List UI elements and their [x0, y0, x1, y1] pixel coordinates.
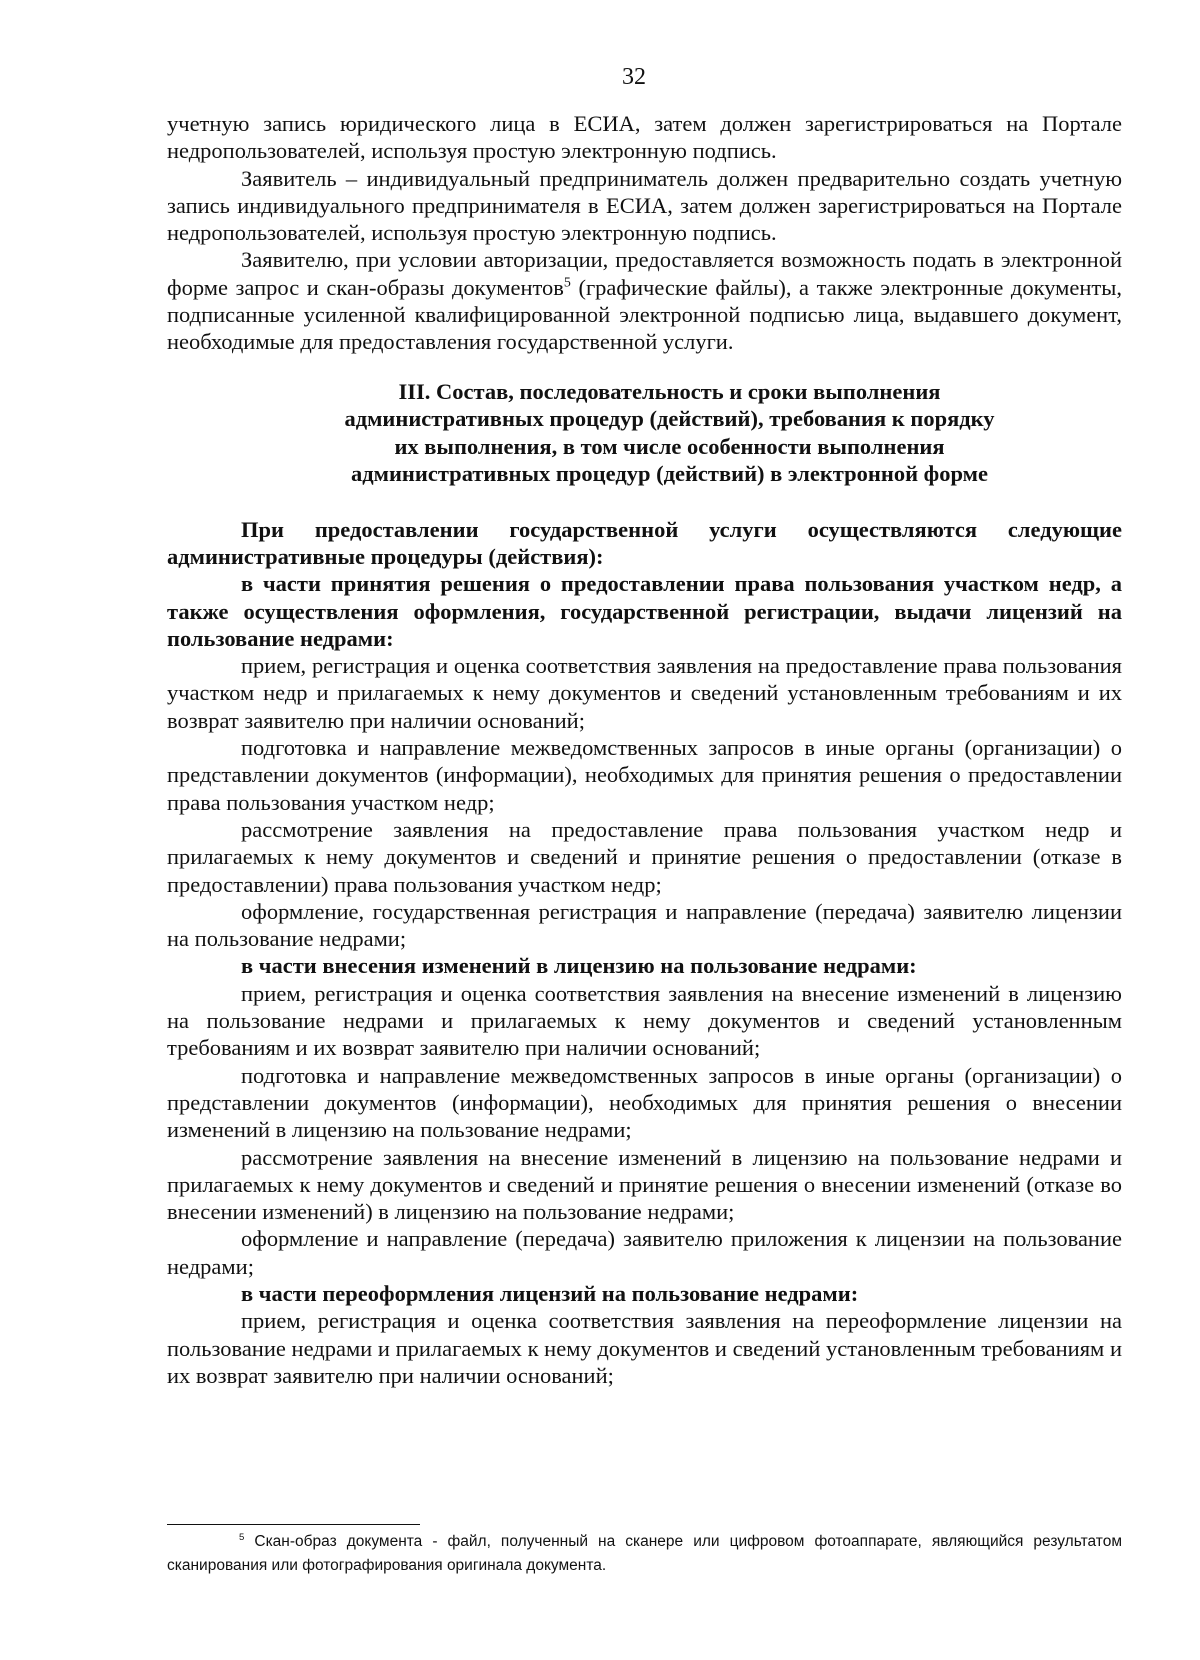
subsection-heading: в части внесения изменений в лицензию на пользование недрами: [241, 953, 917, 979]
footnote [167, 1530, 1122, 1578]
section-heading [167, 378, 1122, 488]
paragraph [167, 246, 1122, 355]
page-number: 32 [622, 64, 646, 90]
section-heading-line: их выполнения, в том числе особенности выполнения [394, 433, 945, 459]
footnote-reference: 5 [563, 275, 571, 291]
document-body [167, 110, 1122, 1389]
subsection-heading: в части переоформления лицензий на пользование недрами: [241, 1280, 859, 1306]
list-item: рассмотрение заявления на внесение изменений в лицензию на пользование недрами и прилагаемых к нему документов и сведений и принятие решения о внесении изменений (отказе во внесении изменений) в лицензию на пользование недрами; [167, 1144, 1122, 1225]
list-item: прием, регистрация и оценка соответствия заявления на внесение изменений в лицензию на пользование недрами и прилагаемых к нему документов и сведений установленным требованиям и их возврат заявителю при наличии оснований; [167, 980, 1122, 1061]
footnote-text: Скан-образ документа - файл, полученный на сканере или цифровом фотоаппарате, являющийся результатом сканирования или фотографирования оригинала документа. [167, 1533, 1122, 1574]
list-item: подготовка и направление межведомственных запросов в иные органы (организации) о представлении документов (информации), необходимых для принятия решения о внесении изменений в лицензию на пользование недрами; [167, 1062, 1122, 1143]
paragraph: учетную запись юридического лица в ЕСИА, затем должен зарегистрироваться на Портале недропользователей, используя простую электронную подпись. [167, 111, 1122, 164]
list-item: оформление и направление (передача) заявителю приложения к лицензии на пользование недрами; [167, 1226, 1122, 1279]
section-heading-line: III. Состав, последовательность и сроки выполнения [398, 378, 941, 404]
list-item: оформление, государственная регистрация и направление (передача) заявителю лицензии на пользование недрами; [167, 898, 1122, 952]
section-heading-line: административных процедур (действий) в электронной форме [351, 461, 988, 487]
subsection-heading: в части принятия решения о предоставлении права пользования участком недр, а также осуществления оформления, государственной регистрации, выдачи лицензий на пользование недрами: [167, 571, 1122, 651]
section-heading-line: административных процедур (действий), требования к порядку [344, 406, 995, 432]
paragraph-text: (графические файлы), а также электронные документы, подписанные усиленной квалифицированной электронной подписью лица, выдавшего документ, необходимые для предоставления государственной услуги. [167, 274, 1122, 355]
intro-paragraph: При предоставлении государственной услуги осуществляются следующие административные процедуры (действия): [167, 516, 1122, 569]
paragraph-text: Заявителю, при условии авторизации, предоставляется возможность подать в электронной форме запрос и скан-образы документов [167, 247, 1122, 300]
list-item: рассмотрение заявления на предоставление права пользования участком недр и прилагаемых к нему документов и сведений и принятие решения о предоставлении (отказе в предоставлении) права пользования участком недр; [167, 816, 1122, 897]
paragraph: Заявитель – индивидуальный предприниматель должен предварительно создать учетную запись индивидуального предпринимателя в ЕСИА, затем должен зарегистрироваться на Портале недропользователей, используя простую электронную подпись. [167, 165, 1122, 246]
list-item: подготовка и направление межведомственных запросов в иные органы (организации) о представлении документов (информации), необходимых для принятия решения о предоставлении права пользования участком недр; [167, 735, 1122, 815]
footnote-mark: 5 [239, 1531, 245, 1543]
footnote-divider [167, 1524, 420, 1525]
list-item: прием, регистрация и оценка соответствия заявления на предоставление права пользования участком недр и прилагаемых к нему документов и сведений установленным требованиям и их возврат заявителю при наличии оснований; [167, 653, 1122, 733]
list-item: прием, регистрация и оценка соответствия заявления на переоформление лицензии на пользование недрами и прилагаемых к нему документов и сведений установленным требованиям и их возврат заявителю при наличии оснований; [167, 1308, 1122, 1388]
